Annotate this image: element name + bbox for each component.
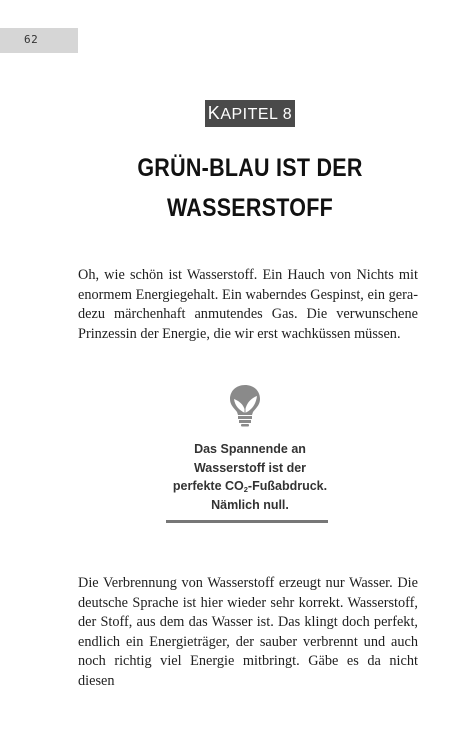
chapter-label-rest: APITEL 8 [220, 106, 293, 123]
page-number-tab [0, 28, 78, 53]
callout-line-3-start: perfekte CO [172, 479, 244, 493]
callout-quote [160, 440, 340, 514]
callout-line-1: Das Spannende an [194, 442, 306, 456]
callout-line-3-end: -Fußabdruck. [247, 479, 328, 493]
callout-line-3 [160, 477, 340, 496]
lightbulb-leaf-icon [228, 383, 262, 427]
body-paragraph: Die Verbrennung von Wasserstoff erzeugt nur Wasser. Die deutsche Sprache ist hier wieder sehr korrekt. Wasserstoff, der Stoff, aus dem das Wasser ist. Das klingt doch perfekt, endlich ein Energieträger, der sauber verbrennt und auch noch richtig viel Energie mitbringt. Gäbe es da nicht diesen [78, 575, 418, 689]
page-number: 62 [24, 33, 39, 46]
chapter-label-initial: K [207, 103, 221, 123]
chapter-badge [205, 100, 295, 127]
callout-line-2: Wasserstoff ist der [193, 460, 307, 475]
callout-line-4: Nämlich null. [211, 497, 289, 512]
chapter-title [87, 148, 414, 228]
callout-rule [166, 520, 328, 523]
chapter-title-line-2: WASSERSTOFF [166, 194, 334, 222]
callout-subscript: 2 [243, 485, 248, 494]
intro-paragraph: Oh, wie schön ist Wasserstoff. Ein Hauch von Nichts mit enormem Energiegehalt. Ein waberndes Gespinst, ein geradezu märchenhaft anmutendes Gas. Die verwunschene Prinzessin der Energie, die wir erst wachküssen müssen. [78, 267, 418, 342]
chapter-title-line-1: GRÜN-BLAU IST DER [137, 154, 363, 182]
